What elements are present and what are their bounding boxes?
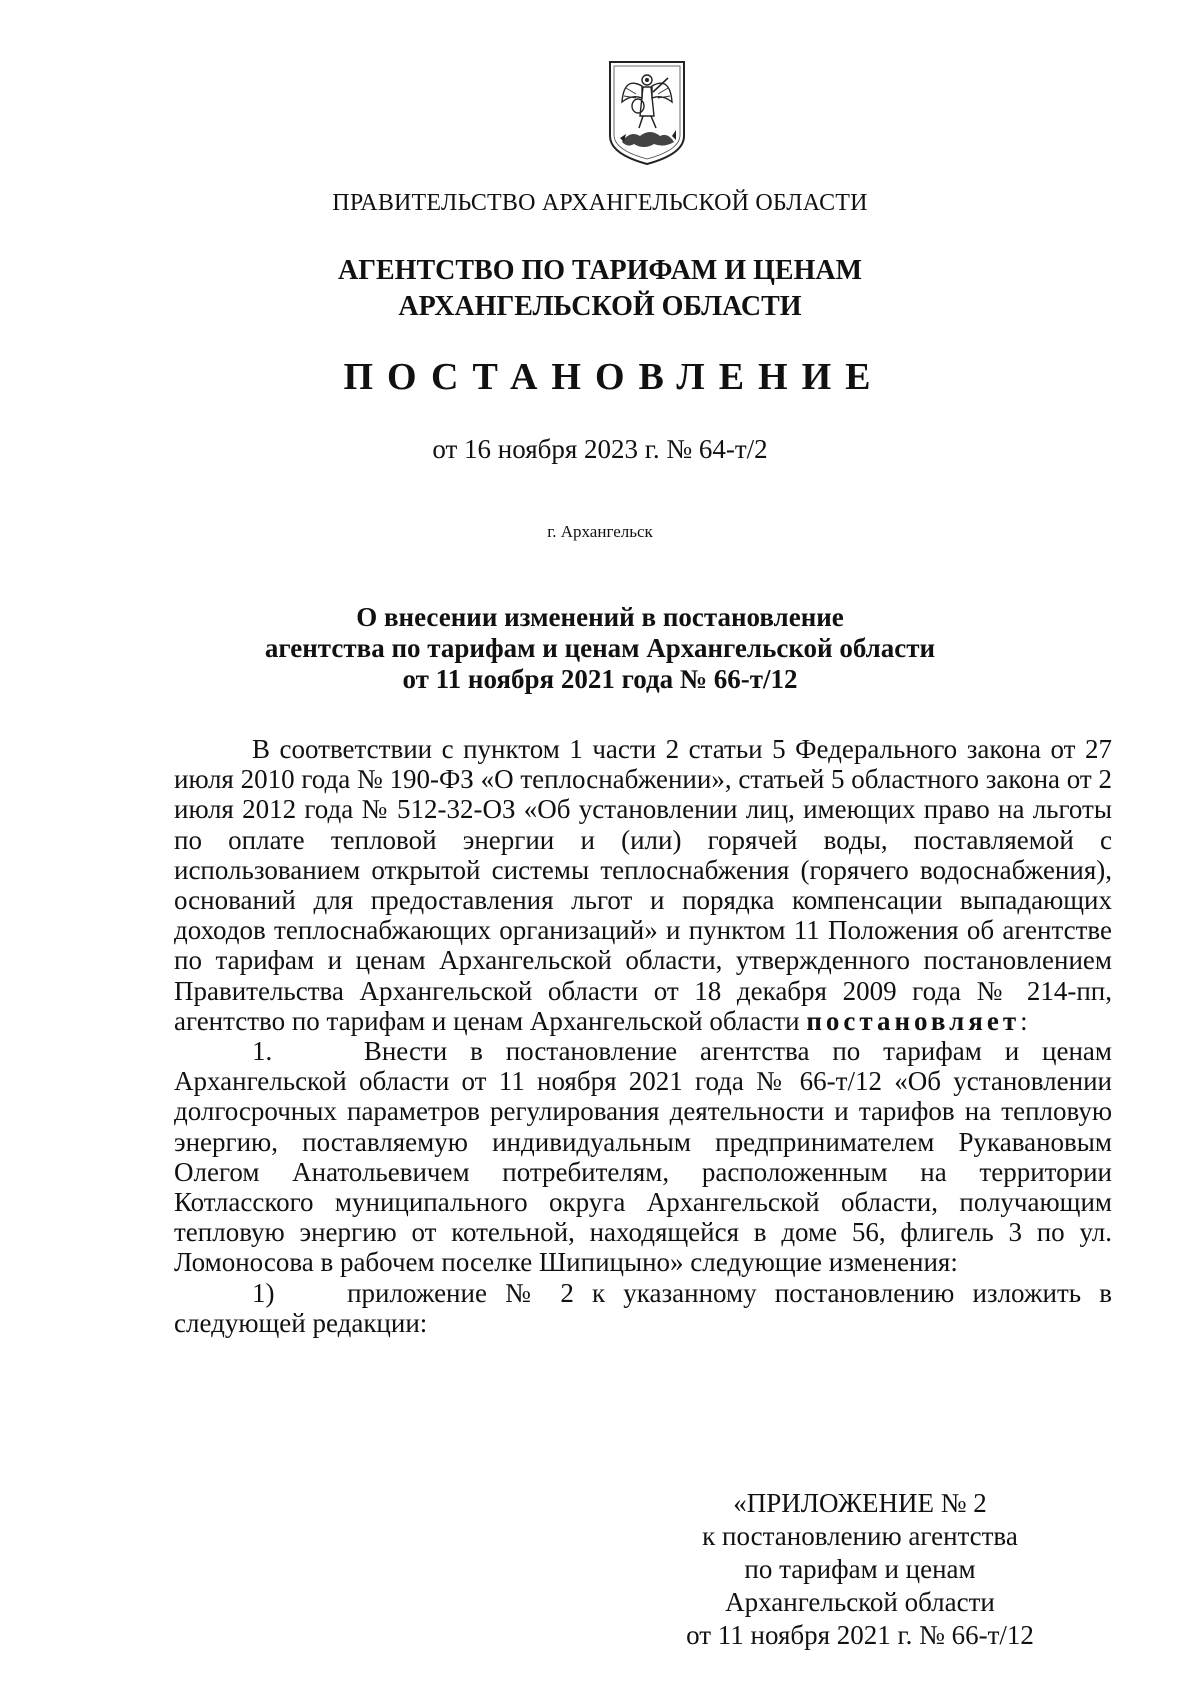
agency-title-line2: АРХАНГЕЛЬСКОЙ ОБЛАСТИ bbox=[398, 291, 802, 322]
subject-line3: от 11 ноября 2021 года № 66-т/12 bbox=[402, 664, 798, 694]
appendix-line1: «ПРИЛОЖЕНИЕ № 2 bbox=[733, 1488, 987, 1518]
body-paragraph-subitem-1: 1) приложение № 2 к указанному постановлению изложить в следующей редакции: bbox=[174, 1277, 1112, 1338]
coat-of-arms-icon bbox=[606, 58, 688, 166]
document-body bbox=[174, 734, 1112, 1338]
body-paragraph-item-1: 1. Внести в постановление агентства по тарифам и ценам Архангельской области от 11 ноября 2021 года № 66-т/12 «Об установлении долгосрочных параметров регулирования деятельности и тарифов на тепловую энергию, поставляемую индивидуальным предпринимателем Рукавановым Олегом Анатольевичем потребителям, расположенным на территории Котласского муниципального округа Архангельской области, получающим тепловую энергию от котельной, находящейся в доме 56, флигель 3 по ул. Ломоносова в рабочем поселке Шипицыно» следующие изменения: bbox=[174, 1036, 1112, 1278]
document-type-title: ПОСТАНОВЛЕНИЕ bbox=[343, 356, 885, 398]
document-city: г. Архангельск bbox=[547, 522, 653, 541]
appendix-line2: к постановлению агентства bbox=[702, 1521, 1018, 1551]
document-subject bbox=[0, 602, 1200, 695]
appendix-line4: Архангельской области bbox=[725, 1587, 995, 1617]
appendix-line3: по тарифам и ценам bbox=[744, 1554, 976, 1584]
agency-title bbox=[0, 253, 1200, 325]
government-title: ПРАВИТЕЛЬСТВО АРХАНГЕЛЬСКОЙ ОБЛАСТИ bbox=[332, 190, 868, 216]
subject-line1: О внесении изменений в постановление bbox=[356, 602, 844, 632]
agency-title-line1: АГЕНТСТВО ПО ТАРИФАМ И ЦЕНАМ bbox=[337, 255, 863, 286]
subject-line2: агентства по тарифам и ценам Архангельской области bbox=[264, 633, 936, 663]
preamble-end: : bbox=[1020, 1005, 1028, 1036]
resolving-keyword: постановляет bbox=[806, 1005, 1021, 1036]
body-paragraph-preamble bbox=[174, 734, 1112, 1036]
preamble-text: В соответствии с пунктом 1 части 2 статьи 5 Федерального закона от 27 июля 2010 года № 190-ФЗ «О теплоснабжении», статьей 5 областного закона от 2 июля 2012 года № 512-32-ОЗ «Об установлении лиц, имеющих право на льготы по оплате тепловой энергии и (или) горячей воды, поставляемой с использованием открытой системы теплоснабжения (горячего водоснабжения), оснований для предоставления льгот и порядка компенсации выпадающих доходов теплоснабжающих организаций» и пунктом 11 Положения об агентстве по тарифам и ценам Архангельской области, утвержденного постановлением Правительства Архангельской области от 18 декабря 2009 года № 214-пп, агентство по тарифам и ценам Архангельской области bbox=[174, 734, 1112, 1036]
appendix-line5: от 11 ноября 2021 г. № 66-т/12 bbox=[686, 1620, 1034, 1650]
appendix-header bbox=[640, 1487, 1080, 1652]
document-date-number: от 16 ноября 2023 г. № 64-т/2 bbox=[432, 434, 768, 464]
